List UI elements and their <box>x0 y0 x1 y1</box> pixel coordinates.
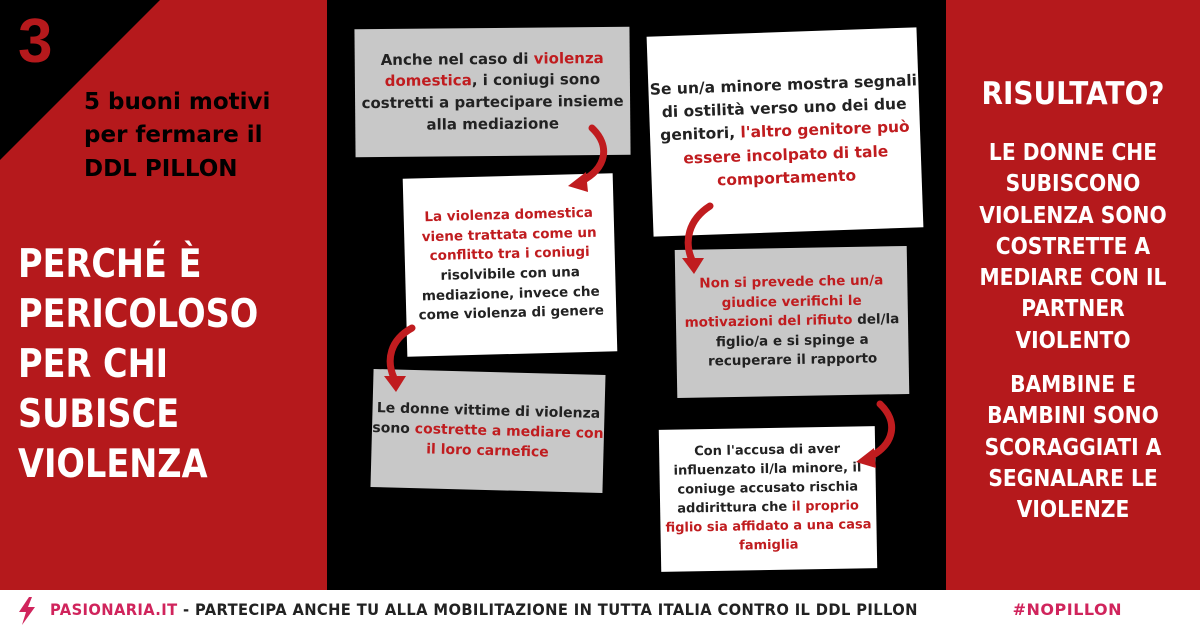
result-line: SCORAGGIATI A <box>984 434 1162 461</box>
result-line: VIOLENZE <box>1016 497 1130 524</box>
left-panel <box>0 0 327 590</box>
result-line: PARTNER <box>1021 296 1125 323</box>
card-text: risolvibile con una mediazione, invece che come violenza di genere <box>418 264 605 324</box>
result-line: BAMBINI SONO <box>987 403 1159 430</box>
result-line: BAMBINE E <box>1010 372 1136 398</box>
result-line: SUBISCONO <box>1005 171 1141 198</box>
result-line: SEGNALARE LE <box>988 465 1158 492</box>
hashtag[interactable]: #NOPILLON <box>1012 600 1122 619</box>
card-highlight: Non si prevede che un/a giudice verifichi le motivazioni del rifiuto <box>684 272 884 332</box>
card-text: Se un/a minore mostra segnali di ostilità verso uno dei due genitori, <box>649 71 918 145</box>
slide-number: 3 <box>18 7 53 76</box>
headline-line: SUBISCE <box>18 391 180 437</box>
card-text: del/la figlio/a e si spinge a recuperare il rapporto <box>707 311 900 370</box>
result-block-children <box>970 370 1176 526</box>
footer-message: - PARTECIPA ANCHE TU ALLA MOBILITAZIONE IN TUTTA ITALIA CONTRO IL DDL PILLON <box>177 600 918 619</box>
card-highlight: La violenza domestica viene trattata come un conflitto tra i coniugi <box>421 205 597 265</box>
card-highlight: l'altro genitore può essere incolpato di tale comportamento <box>683 118 910 190</box>
card-foster-home <box>659 426 877 572</box>
result-line: COSTRETTE A <box>995 233 1151 260</box>
right-panel <box>946 0 1200 590</box>
card-highlight: il proprio figlio sia affidato a una casa famiglia <box>665 498 872 554</box>
curved-arrow-icon <box>848 396 908 476</box>
result-line: VIOLENTO <box>1015 327 1131 354</box>
result-block-women <box>970 138 1176 357</box>
curved-arrow-icon <box>560 120 620 200</box>
footer-text <box>50 600 918 619</box>
subtitle: 5 buoni motivi per fermare il DDL PILLON <box>84 89 271 182</box>
card-domestic-violence <box>403 173 618 356</box>
card-text: Le donne vittime di violenza sono <box>372 399 601 437</box>
curved-arrow-icon <box>372 320 432 400</box>
headline-line: VIOLENZA <box>18 441 208 487</box>
headline <box>18 240 310 490</box>
result-line: LE DONNE CHE <box>988 140 1158 166</box>
headline-line: PERCHÉ È <box>18 242 202 287</box>
curved-arrow-icon <box>670 198 730 283</box>
headline-line: PERICOLOSO <box>18 291 259 337</box>
result-title: RISULTATO? <box>981 76 1165 112</box>
card-text: , i coniugi sono costretti a partecipare insieme alla mediazione <box>361 70 624 134</box>
card-highlight: costrette a mediare con il loro carnefice <box>414 420 604 461</box>
card-text: Con l'accusa di aver influenzato il/la minore, il coniuge accusato rischia addirittura che <box>673 442 862 517</box>
site-link[interactable]: PASIONARIA.IT <box>50 600 178 619</box>
card-highlight: violenza domestica <box>384 48 604 91</box>
card-text: Anche nel caso di <box>380 49 534 69</box>
headline-line: PER CHI <box>18 341 169 387</box>
result-line: VIOLENZA SONO <box>979 202 1167 229</box>
lightning-bolt-icon <box>14 596 40 626</box>
result-line: MEDIARE CON IL <box>979 265 1167 292</box>
footer <box>0 590 1200 630</box>
